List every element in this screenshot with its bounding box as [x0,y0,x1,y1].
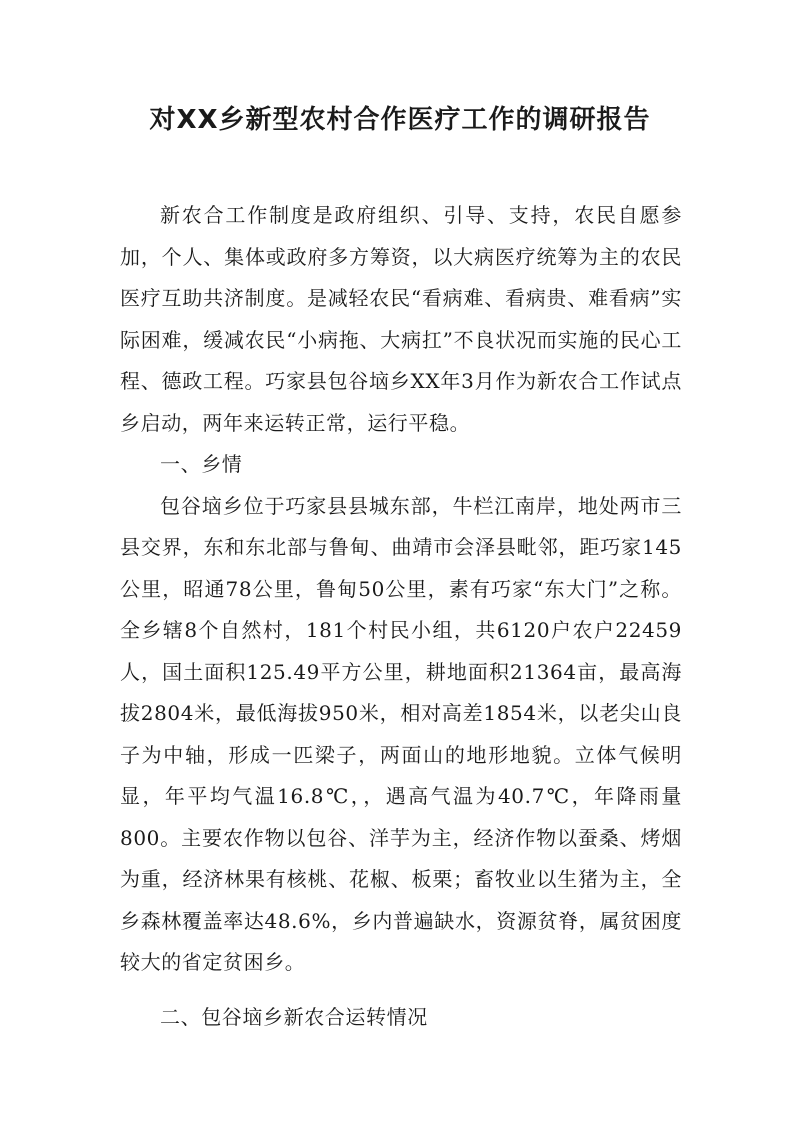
section-heading-2: 二、包谷垴乡新农合运转情况 [160,1004,428,1029]
section-heading-1: 一、乡情 [160,452,243,476]
township-overview-paragraph: 包谷垴乡位于巧家县县城东部，牛栏江南岸，地处两市三县交界，东和东北部与鲁甸、曲靖市会泽县毗邻，距巧家145公里，昭通78公里，鲁甸50公里，素有巧家“东大门”之称。全乡辖8个自然村，181个村民小组，共6120户农户22459人，国土面积125.49平方公里，耕地面积21364亩，最高海拔2804米，最低海拔950米，相对高差1854米，以老尖山良子为中轴，形成一匹梁子，两面山的地形地貌。立体气候明显，年平均气温16.8℃，，遇高气温为40.7℃，年降雨量800。主要农作物以包谷、洋芋为主，经济作物以蚕桑、烤烟为重，经济林果有核桃、花椒、板栗；畜牧业以生猪为主，全乡森林覆盖率达48.6%，乡内普遍缺水，资源贫脊，属贫困度较大的省定贫困乡。 [120,493,682,974]
document-title: 对XX乡新型农村合作医疗工作的调研报告 [149,105,651,135]
intro-paragraph: 新农合工作制度是政府组织、引导、支持，农民自愿参加，个人、集体或政府多方筹资，以大病医疗统筹为主的农民医疗互助共济制度。是减轻农民“看病难、看病贵、难看病”实际困难，缓减农民“小病拖、大病扛”不良状况而实施的民心工程、德政工程。巧家县包谷垴乡XX年3月作为新农合工作试点乡启动，两年来运转正常，运行平稳。 [120,203,682,435]
document-body [120,195,682,1038]
